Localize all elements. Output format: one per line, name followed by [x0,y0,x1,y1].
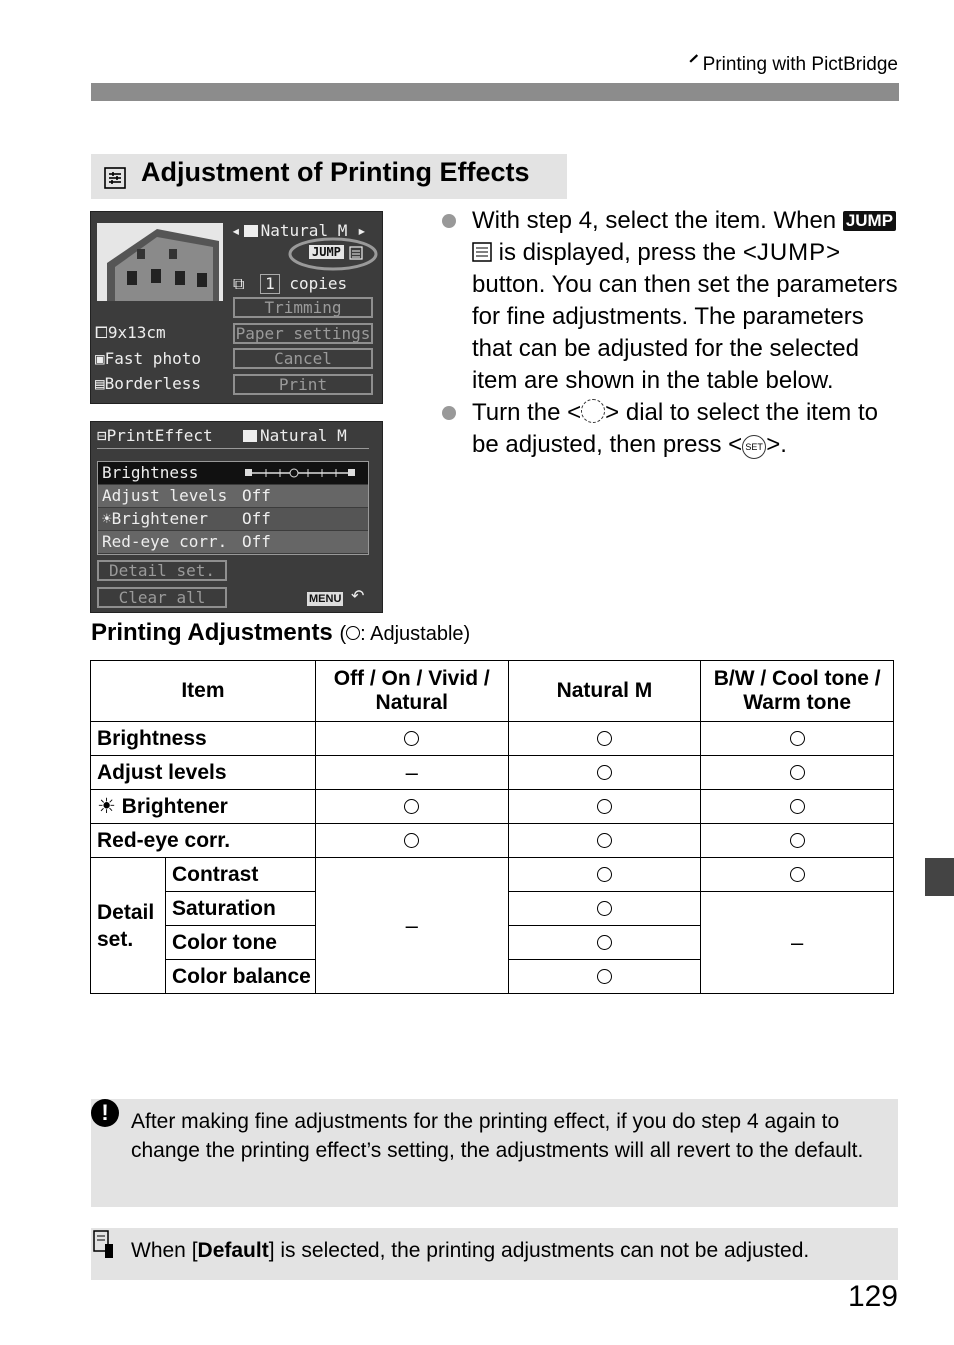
header-rule [91,83,899,101]
instruction-text: > dial to select the item to be adjusted, then press < [472,399,878,458]
header-natural-m: Natural M [508,661,701,722]
table-row [91,824,894,858]
memo-text-part: ] is selected, the printing adjustments can not be adjusted. [268,1239,810,1262]
trimming-button[interactable]: Trimming [233,297,373,318]
adjustable-circle-icon [597,935,612,950]
cell [508,926,701,960]
list-item-red-eye[interactable] [98,531,368,553]
row-label-saturation: Saturation [165,892,315,926]
jump-indicator: JUMP [309,245,344,259]
detail-set-button[interactable]: Detail set. [97,560,227,581]
cancel-button[interactable]: Cancel [233,348,373,369]
cell [701,722,894,756]
memo-text-part: When [ [131,1239,198,1262]
instruction-step-1 [440,205,898,397]
paper-size-row [95,324,166,342]
paper-size-icon: ⧠ [95,323,108,342]
layout-icon: ▤ [95,374,105,393]
paper-type: Fast photo [104,349,201,368]
adjustable-circle-icon [790,731,805,746]
page-number: 129 [847,1280,898,1313]
adjustable-circle-icon [597,867,612,882]
list-item-value: Off [242,532,271,551]
caption-open: ( [339,623,347,645]
adjustable-circle-icon [790,867,805,882]
bullet-icon [442,214,456,228]
adjustable-circle-icon [404,731,419,746]
jump-icon: JUMP [843,211,896,231]
style-value: Natural M [260,221,348,240]
lcd-print-effect-screen [90,421,383,613]
instruction-text: > button. You can then set the parameters for fine adjustments. The parameters that can be adjusted for the selected item are shown in the table below. [472,239,898,394]
row-label-color-tone: Color tone [165,926,315,960]
memo-note [91,1228,898,1280]
row-label-red-eye: Red-eye corr. [91,824,316,858]
brightener-icon: ☀ [102,509,112,528]
print-effect-icon [349,246,363,260]
instruction-text: is displayed, press the [498,239,737,266]
cell [508,756,701,790]
caution-text: After making fine adjustments for the printing effect, if you do step 4 again to change the printing effect’s setting, the adjustments will all revert to the default. [131,1110,864,1162]
dash-cell: – [315,858,508,994]
memo-text-bold: Default [197,1239,269,1262]
cell [508,960,701,994]
row-label-brightness: Brightness [91,722,316,756]
row-label-brightener-cell [91,790,316,824]
adjustable-circle-icon [404,833,419,848]
cell [701,824,894,858]
copies-icon: ⧉ [233,274,245,293]
printing-adjustments-table [90,660,894,994]
page-title: Adjustment of Printing Effects [141,157,530,187]
table-title: Printing Adjustments [91,619,333,646]
copies-row [233,274,347,294]
camera-icon [243,430,257,442]
print-effect-icon [472,242,492,262]
adjustable-circle-icon [404,799,419,814]
paper-type-row [95,350,201,368]
instruction-step-2 [440,397,898,461]
adjustable-circle-icon [597,731,612,746]
adjustable-circle-icon [790,833,805,848]
instruction-text: Turn the < [472,399,582,426]
adjustable-circle-icon [597,969,612,984]
quick-control-dial-icon [581,399,605,423]
caution-icon: ! [91,1099,119,1127]
style-selector: ◂ Natural M ▸ [231,221,367,240]
paper-size: 9x13cm [107,323,166,342]
table-row [91,790,894,824]
set-button-icon: SET [742,435,766,459]
layout: Borderless [104,374,201,393]
row-label-brightener: Brightener [121,795,228,818]
adjustable-circle-icon [346,626,360,640]
list-item-label: Brightness [102,463,199,482]
instruction-text: With step 4, select the item. When [472,207,837,234]
memo-icon [93,1230,115,1260]
paper-type-icon: ▣ [95,349,105,368]
list-item-brightness[interactable] [98,462,368,484]
cell [508,722,701,756]
adjustable-circle-icon [790,799,805,814]
print-effect-icon [104,167,126,189]
print-button[interactable]: Print [233,374,373,395]
camera-icon [244,225,258,237]
header-off-on-vivid-natural: Off / On / Vivid / Natural [315,661,508,722]
adjustable-circle-icon [597,765,612,780]
running-header [640,50,898,76]
paper-settings-button[interactable]: Paper settings [233,323,373,344]
style-indicator [243,427,347,445]
instructions [440,205,898,461]
copies-label: copies [289,274,348,293]
list-item-value: Off [242,486,271,505]
table-row [91,722,894,756]
table-caption [91,619,470,647]
row-label-adjust-levels: Adjust levels [91,756,316,790]
cell [701,858,894,892]
dash-cell: – [315,756,508,790]
section-title [91,154,567,199]
header-bw-cool-warm: B/W / Cool tone / Warm tone [701,661,894,722]
caption-note: : Adjustable) [360,623,471,645]
list-item-value: Off [242,509,271,528]
list-item-label: Red-eye corr. [102,532,228,551]
style-value: Natural M [260,426,347,445]
jump-button-label: JUMP [756,239,827,266]
photo-thumbnail [97,223,223,301]
list-item-label: Adjust levels [102,486,228,505]
header-item: Item [91,661,316,722]
adjustable-circle-icon [597,833,612,848]
print-effect-header [97,427,213,445]
list-item-adjust-levels[interactable] [98,485,368,507]
cell [508,824,701,858]
brightness-slider[interactable] [244,466,356,480]
header-divider [97,448,369,449]
cell [508,790,701,824]
menu-button-icon: MENU [309,593,342,605]
clear-all-button[interactable]: Clear all [97,587,227,608]
pictbridge-icon: ᐟ [689,50,699,75]
lcd-print-settings-screen [90,211,383,404]
adjustment-list [97,461,369,555]
dash-cell: – [701,892,894,994]
memo-text [131,1236,891,1265]
chapter-tab [925,858,954,896]
table-row [91,756,894,790]
print-effect-label: PrintEffect [106,426,213,445]
list-item-label-row [102,510,208,528]
cell [315,824,508,858]
print-effect-icon: ⊟ [97,426,107,445]
cell [315,790,508,824]
list-item-brightener[interactable] [98,508,368,530]
layout-row [95,375,201,393]
bullet-icon [442,406,456,420]
cell [315,722,508,756]
instruction-text: >. [766,431,787,458]
list-item-label: Brightener [111,509,208,528]
adjustable-circle-icon [597,901,612,916]
table-header-row [91,661,894,722]
copies-count[interactable]: 1 [260,274,280,294]
instruction-text: < [742,239,757,266]
row-label-color-balance: Color balance [165,960,315,994]
detail-set-group-label: Detail set. [91,858,166,994]
caution-note [91,1099,898,1207]
return-icon: ↶ [351,588,365,605]
cell [508,858,701,892]
cell [508,892,701,926]
table-row [91,858,894,892]
section-label: Printing with PictBridge [702,54,898,75]
cell [701,756,894,790]
adjustable-circle-icon [597,799,612,814]
cell [701,790,894,824]
brightener-icon: ☀ [97,795,116,818]
adjustable-circle-icon [790,765,805,780]
row-label-contrast: Contrast [165,858,315,892]
